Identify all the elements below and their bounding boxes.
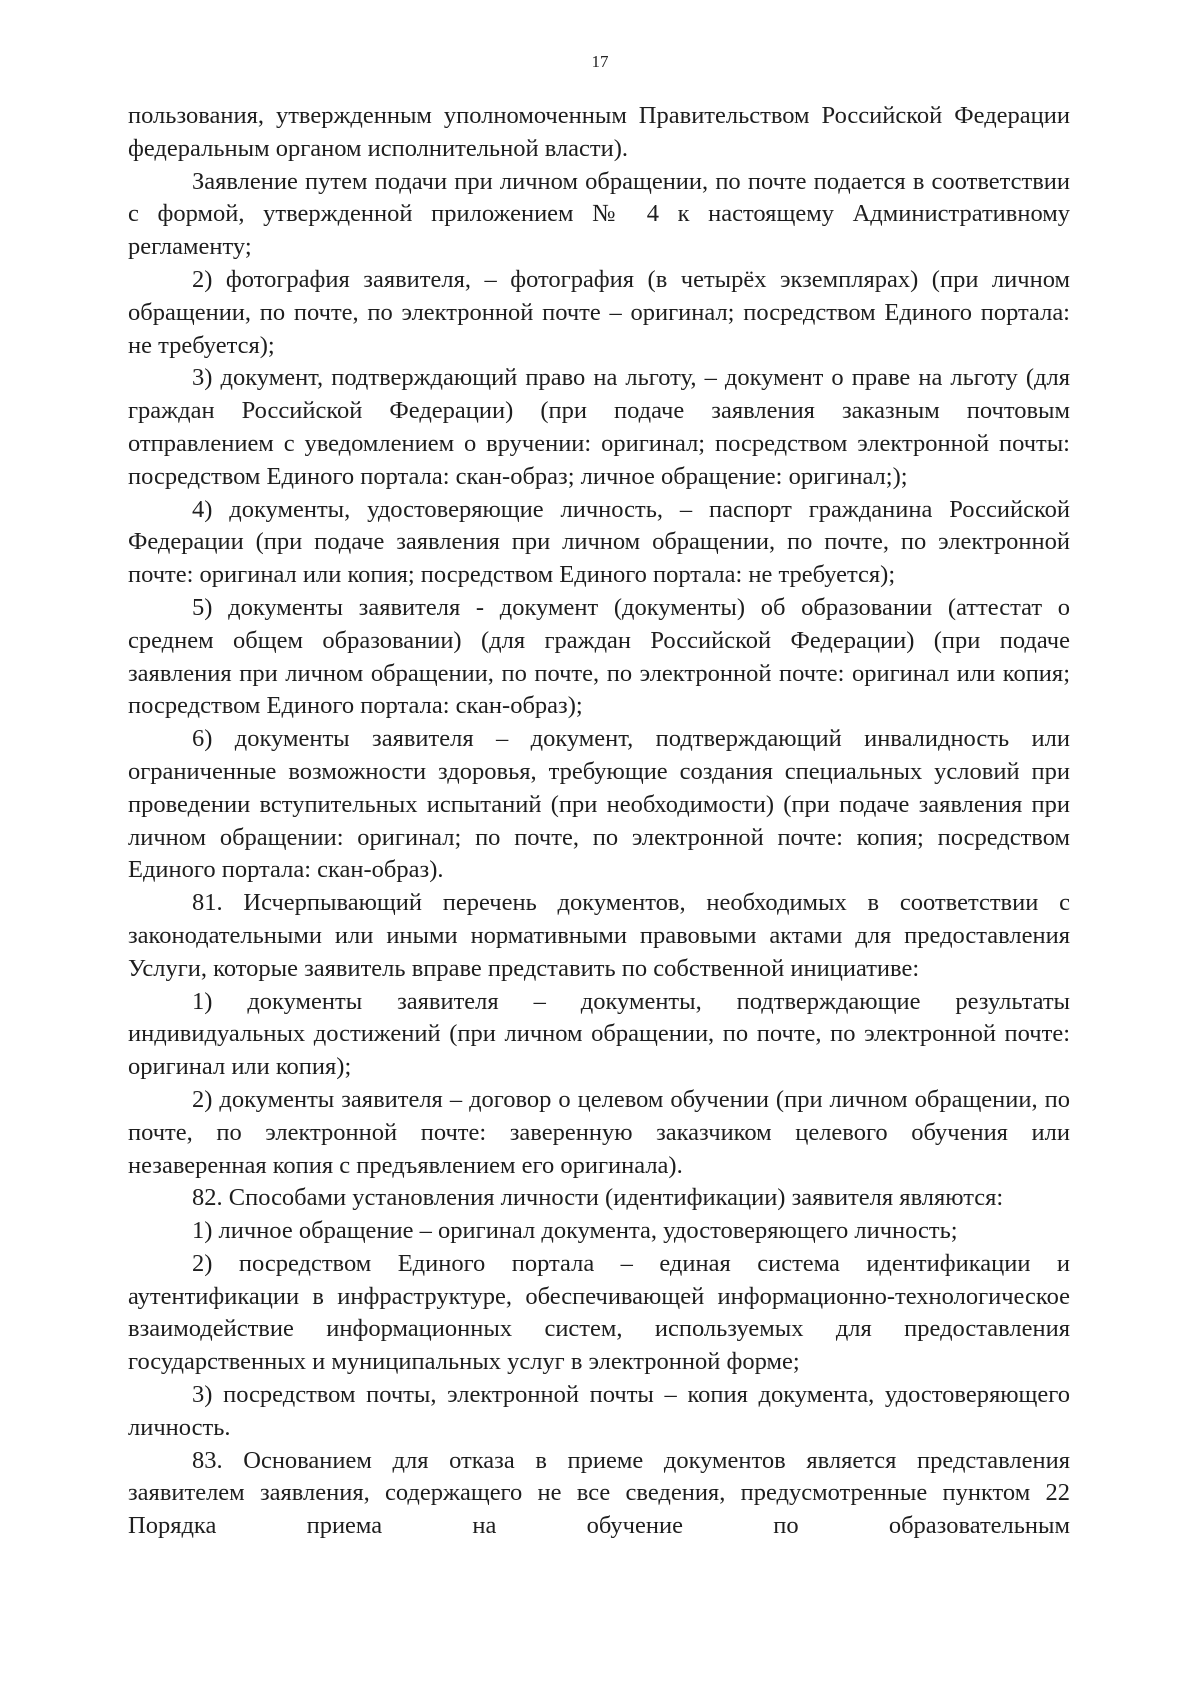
list-item-photo: 2) фотография заявителя, – фотография (в четырёх экземплярах) (при личном обращении, по почте, по электронной почте – оригинал; посредством Единого портала: не требуется); (128, 265, 1070, 359)
clause-82: 82. Способами установления личности (идентификации) заявителя являются: (192, 1184, 1004, 1212)
list-item-benefit-document: 3) документ, подтверждающий право на льготу, – документ о праве на льготу (для граждан Российской Федерации) (при подаче заявления заказным почтовым отправлением с уведомлением о вручении: оригинал; посредством электронной почты: посредством Единого портала: скан-образ; личное обращение: оригинал;); (128, 364, 1070, 490)
list-item-achievements: 1) документы заявителя – документы, подтверждающие результаты индивидуальных достижений (при личном обращении, по почте, по электронной почте: оригинал или копия); (128, 987, 1070, 1081)
clause-81: 81. Исчерпывающий перечень документов, необходимых в соответствии с законодательными или иными нормативными правовыми актами для предоставления Услуги, которые заявитель вправе представить по собственной инициативе: (128, 889, 1070, 982)
paragraph-continuation: пользования, утвержденным уполномоченным Правительством Российской Федерации федеральным органом исполнительной власти). (128, 102, 1070, 162)
list-item-disability-document: 6) документы заявителя – документ, подтверждающий инвалидность или ограниченные возможности здоровья, требующие создания специальных условий при проведении вступительных испытаний (при необходимости) (при подаче заявления при личном обращении: оригинал; по почте, по электронной почте: копия; посредством Единого портала: скан-образ). (128, 725, 1070, 884)
clause-83: 83. Основанием для отказа в приеме документов является представления заявителем заявления, содержащего не все сведения, предусмотренные пунктом 22 Порядка приема на обучение по образовательным (128, 1446, 1070, 1540)
document-body (128, 100, 1070, 1543)
list-item-personal-visit: 1) личное обращение – оригинал документа, удостоверяющего личность; (192, 1217, 958, 1245)
list-item-mail: 3) посредством почты, электронной почты – копия документа, удостоверяющего личность. (128, 1381, 1070, 1441)
list-item-target-training: 2) документы заявителя – договор о целевом обучении (при личном обращении, по почте, по электронной почте: заверенную заказчиком целевого обучения или незаверенная копия с предъявлением его оригинала). (128, 1085, 1070, 1179)
page-number: 17 (591, 52, 609, 71)
list-item-identity-documents: 4) документы, удостоверяющие личность, – паспорт гражданина Российской Федерации (при подаче заявления при личном обращении, по почте, по электронной почте: оригинал или копия; посредством Единого портала: не требуется); (128, 495, 1070, 589)
list-item-education-documents: 5) документы заявителя - документ (документы) об образовании (аттестат о среднем общем образовании) (для граждан Российской Федерации) (при подаче заявления при личном обращении, по почте, по электронной почте: оригинал или копия; посредством Единого портала: скан-образ); (128, 593, 1070, 720)
paragraph-application-form: Заявление путем подачи при личном обращении, по почте подается в соответствии с формой, утвержденной приложением № 4 к настоящему Административному регламенту; (128, 167, 1070, 261)
list-item-unified-portal: 2) посредством Единого портала – единая система идентификации и аутентификации в инфраструктуре, обеспечивающей информационно-технологическое взаимодействие информационных систем, используемых для предоставления государственных и муниципальных услуг в электронной форме; (128, 1249, 1070, 1376)
